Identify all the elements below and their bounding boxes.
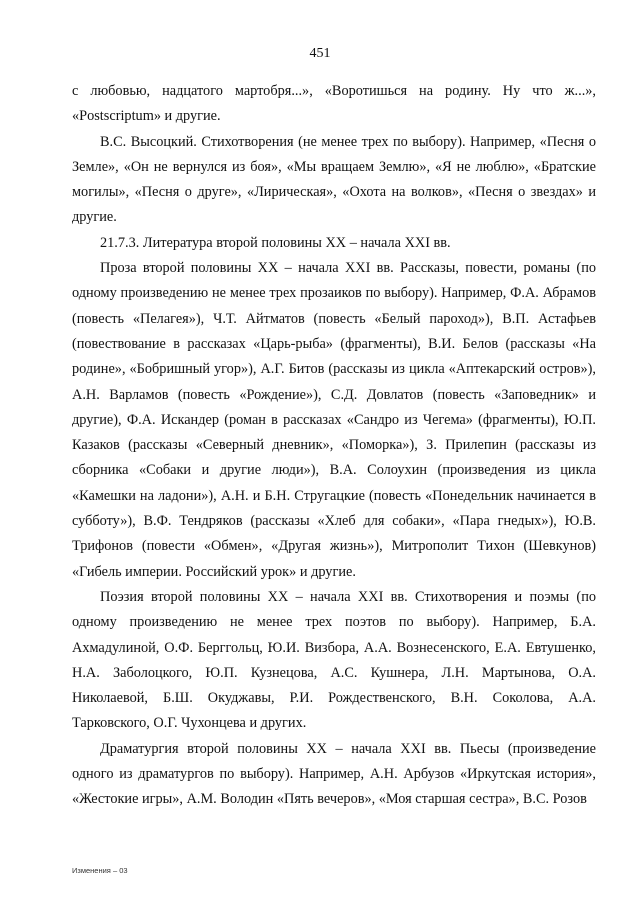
paragraph-poetry: Поэзия второй половины XX – начала XXI вв. Стихотворения и поэмы (по одному произведению не менее трех поэтов по выбору). Например, Б.А. Ахмадулиной, О.Ф. Берггольц, Ю.И. Визбора, А.А. Вознесенского, Е.А. Евтушенко, Н.А. Заболоцкого, Ю.П. Кузнецова, А.С. Кушнера, Л.Н. Мартынова, О.А. Николаевой, Б.Ш. Окуджавы, Р.И. Рождественского, В.Н. Соколова, А.А. Тарковского, О.Г. Чухонцева и других. <box>72 588 596 732</box>
page-number: 451 <box>309 46 331 61</box>
section-heading-21-7-3: 21.7.3. Литература второй половины XX – начала XXI вв. <box>100 234 451 251</box>
paragraph-brodsky-continuation: с любовью, надцатого мартобря...», «Воротишься на родину. Ну что ж...», «Postscriptum» и другие. <box>72 83 596 125</box>
paragraph-prose: Проза второй половины XX – начала XXI вв. Рассказы, повести, романы (по одному произведению не менее трех прозаиков по выбору). Например, Ф.А. Абрамов (повесть «Пелагея»), Ч.Т. Айтматов (повесть «Белый пароход»), В.П. Астафьев (повествование в рассказах «Царь-рыба» (фрагменты), В.И. Белов (рассказы «На родине», «Бобришный угор»), А.Г. Битов (рассказы из цикла «Аптекарский остров»), А.Н. Варламов (повесть «Рождение»), С.Д. Довлатов (повесть «Заповедник» и другие), Ф.А. Искандер (роман в рассказах «Сандро из Чегема» (фрагменты), Ю.П. Казаков (рассказы «Северный дневник», «Поморка»), З. Прилепин (рассказы из сборника «Собаки и другие люди»), В.А. Солоухин (произведения из цикла «Камешки на ладони»), А.Н. и Б.Н. Стругацкие (повесть «Понедельник начинается в субботу»), В.Ф. Тендряков (рассказы «Хлеб для собаки», «Пара гнедых»), Ю.В. Трифонов (повести «Обмен», «Другая жизнь»), Митрополит Тихон (Шевкунов) «Гибель империи. Российский урок» и другие. <box>72 260 596 580</box>
document-body <box>72 79 596 813</box>
paragraph-vysotsky: В.С. Высоцкий. Стихотворения (не менее трех по выбору). Например, «Песня о Земле», «Он не вернулся из боя», «Мы вращаем Землю», «Я не люблю», «Братские могилы», «Песня о друге», «Лирическая», «Охота на волков», «Песня о звездах» и другие. <box>72 133 596 226</box>
footer-revision-note: Изменения – 03 <box>72 866 128 875</box>
paragraph-drama: Драматургия второй половины XX – начала XXI вв. Пьесы (произведение одного из драматургов по выбору). Например, А.Н. Арбузов «Иркутская история», «Жестокие игры», А.М. Володин «Пять вечеров», «Моя старшая сестра», В.С. Розов <box>72 740 596 808</box>
